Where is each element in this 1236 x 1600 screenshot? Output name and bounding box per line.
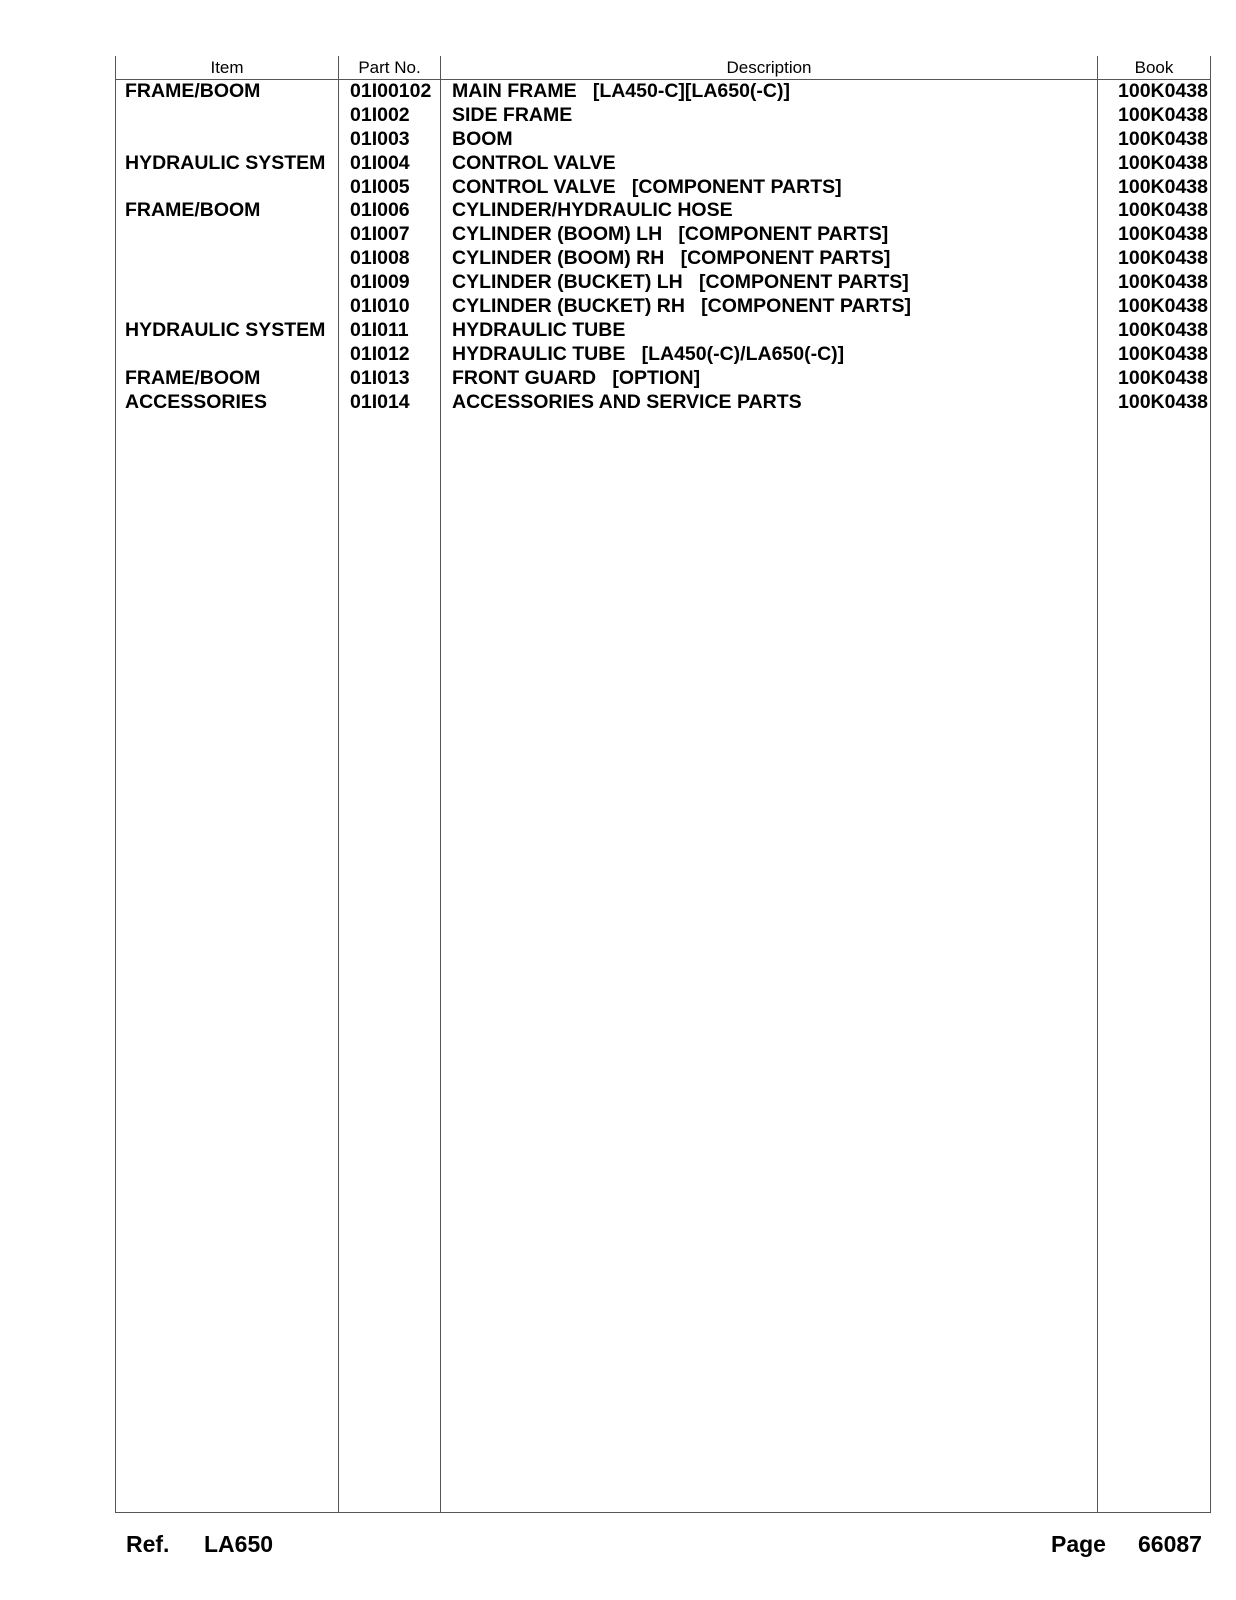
item-cell: FRAME/BOOM <box>125 199 261 222</box>
description-cell: BOOM <box>452 127 513 150</box>
book-cell: 100K0438 <box>1118 127 1208 150</box>
description-cell: MAIN FRAME [LA450-C][LA650(-C)] <box>452 80 790 102</box>
description-cell: CYLINDER (BOOM) RH [COMPONENT PARTS] <box>452 247 891 270</box>
book-cell: 100K0438 <box>1118 390 1208 413</box>
table-row <box>0 199 1236 223</box>
part-no-cell: 01I012 <box>350 342 410 365</box>
table-row <box>0 104 1236 128</box>
item-cell: ACCESSORIES <box>125 390 267 413</box>
footer-ref-value: LA650 <box>204 1531 274 1557</box>
book-cell: 100K0438 <box>1118 175 1208 198</box>
part-no-cell: 01I003 <box>350 127 410 150</box>
table-row <box>0 128 1236 152</box>
header-book: Book <box>1134 58 1174 77</box>
description-cell: CYLINDER (BUCKET) RH [COMPONENT PARTS] <box>452 295 911 318</box>
table-row <box>0 247 1236 271</box>
part-no-cell: 01I00102 <box>350 80 432 102</box>
book-cell: 100K0438 <box>1118 342 1208 365</box>
part-no-cell: 01I008 <box>350 247 410 270</box>
part-no-cell: 01I014 <box>350 390 410 413</box>
description-cell: HYDRAULIC TUBE <box>452 318 626 341</box>
table-row <box>0 295 1236 319</box>
book-cell: 100K0438 <box>1118 199 1208 222</box>
description-cell: CONTROL VALVE <box>452 151 616 174</box>
table-row <box>0 271 1236 295</box>
footer-page-value: 66087 <box>1138 1531 1202 1557</box>
description-cell: CYLINDER (BUCKET) LH [COMPONENT PARTS] <box>452 271 909 294</box>
book-cell: 100K0438 <box>1118 366 1208 389</box>
part-no-cell: 01I010 <box>350 295 410 318</box>
part-no-cell: 01I009 <box>350 271 410 294</box>
part-no-cell: 01I005 <box>350 175 410 198</box>
book-cell: 100K0438 <box>1118 151 1208 174</box>
book-cell: 100K0438 <box>1118 318 1208 341</box>
table-row <box>0 152 1236 176</box>
description-cell: SIDE FRAME <box>452 103 573 126</box>
description-cell: FRONT GUARD [OPTION] <box>452 366 701 389</box>
table-row <box>0 391 1236 415</box>
header-item: Item <box>210 58 244 77</box>
footer-ref-label: Ref. <box>126 1531 170 1557</box>
table-row <box>0 343 1236 367</box>
book-cell: 100K0438 <box>1118 247 1208 270</box>
description-cell: CYLINDER/HYDRAULIC HOSE <box>452 199 733 222</box>
part-no-cell: 01I013 <box>350 366 410 389</box>
book-cell: 100K0438 <box>1118 103 1208 126</box>
table-row <box>0 80 1236 104</box>
part-no-cell: 01I011 <box>350 318 409 341</box>
table-row <box>0 367 1236 391</box>
book-cell: 100K0438 <box>1118 80 1208 102</box>
description-cell: ACCESSORIES AND SERVICE PARTS <box>452 390 802 413</box>
header-part-no: Part No. <box>358 58 421 77</box>
part-no-cell: 01I004 <box>350 151 410 174</box>
part-no-cell: 01I006 <box>350 199 410 222</box>
item-cell: HYDRAULIC SYSTEM <box>125 318 326 341</box>
item-cell: FRAME/BOOM <box>125 366 261 389</box>
table-row <box>0 176 1236 200</box>
book-cell: 100K0438 <box>1118 223 1208 246</box>
item-cell: HYDRAULIC SYSTEM <box>125 151 326 174</box>
table-bottom-rule <box>115 1512 1211 1513</box>
parts-table-body <box>0 80 1236 414</box>
book-cell: 100K0438 <box>1118 295 1208 318</box>
footer-page-label: Page <box>1051 1531 1106 1557</box>
table-row <box>0 319 1236 343</box>
description-cell: HYDRAULIC TUBE [LA450(-C)/LA650(-C)] <box>452 342 845 365</box>
header-description: Description <box>726 58 812 77</box>
part-no-cell: 01I007 <box>350 223 410 246</box>
description-cell: CYLINDER (BOOM) LH [COMPONENT PARTS] <box>452 223 889 246</box>
part-no-cell: 01I002 <box>350 103 410 126</box>
book-cell: 100K0438 <box>1118 271 1208 294</box>
table-row <box>0 223 1236 247</box>
item-cell: FRAME/BOOM <box>125 80 261 102</box>
description-cell: CONTROL VALVE [COMPONENT PARTS] <box>452 175 842 198</box>
